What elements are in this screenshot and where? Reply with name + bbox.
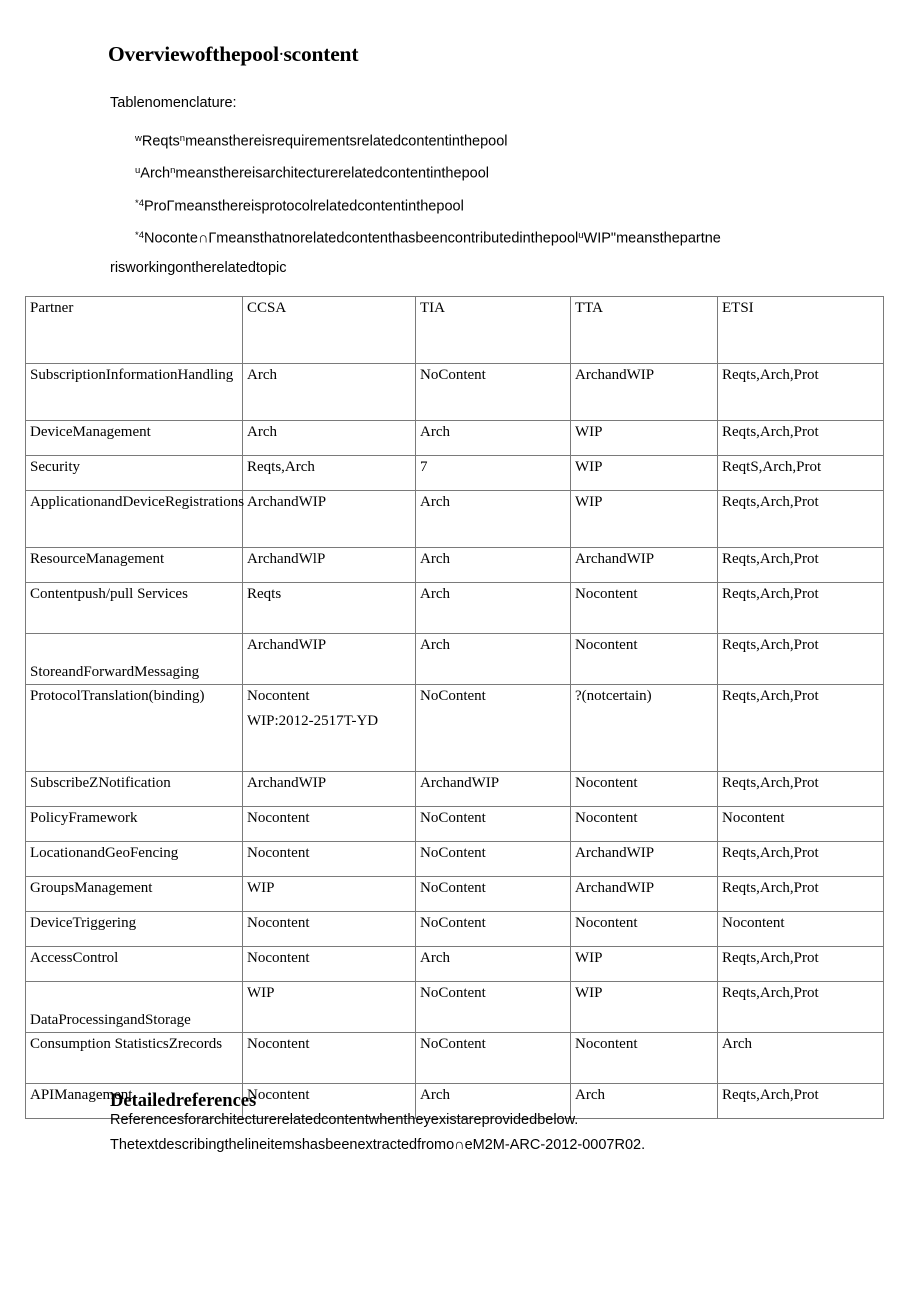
cell-ccsa: Reqts <box>243 583 416 634</box>
cell-etsi: Reqts,Arch,Prot <box>718 634 884 685</box>
cell-partner: StoreandForwardMessaging <box>26 634 243 685</box>
cell-tia: NoContent <box>416 842 571 877</box>
detailed-references-body <box>110 1108 900 1158</box>
table-row <box>26 456 884 491</box>
cell-partner: ApplicationandDeviceRegistrations <box>26 491 243 548</box>
cell-ccsa: Reqts,Arch <box>243 456 416 491</box>
cell-partner: AccessControl <box>26 947 243 982</box>
table-row <box>26 842 884 877</box>
column-header-partner: Partner <box>26 297 243 364</box>
cell-ccsa: ArchandWIP <box>243 491 416 548</box>
table-row <box>26 772 884 807</box>
cell-tia: NoContent <box>416 982 571 1033</box>
cell-partner: PolicyFramework <box>26 807 243 842</box>
cell-ccsa: Nocontent <box>243 947 416 982</box>
cell-etsi: Reqts,Arch,Prot <box>718 364 884 421</box>
cell-etsi: Reqts,Arch,Prot <box>718 685 884 772</box>
cell-partner: Consumption StatisticsZrecords <box>26 1033 243 1084</box>
cell-ccsa: ArchandWIP <box>243 772 416 807</box>
table-row <box>26 877 884 912</box>
cell-ccsa <box>243 685 416 772</box>
nomenclature-item <box>110 189 900 221</box>
cell-tia: NoContent <box>416 912 571 947</box>
cell-ccsa-workitem: WIP:2012-2517T-YD <box>247 713 379 729</box>
nomenclature-term: Arch <box>140 165 171 182</box>
page-title-separator-dot: · <box>278 47 284 63</box>
page-title-text-b: scontent <box>283 42 359 67</box>
cell-ccsa: Nocontent <box>243 912 416 947</box>
cell-etsi: Nocontent <box>718 807 884 842</box>
cell-ccsa: Nocontent <box>243 1084 416 1119</box>
table-row <box>26 1033 884 1084</box>
column-header-tta: TTA <box>571 297 718 364</box>
cell-etsi: Nocontent <box>718 912 884 947</box>
nomenclature-item <box>110 124 900 156</box>
cell-tta: Arch <box>571 1084 718 1119</box>
cell-partner: ResourceManagement <box>26 548 243 583</box>
cell-tta: Nocontent <box>571 583 718 634</box>
nomenclature-prefix-mark: *4 <box>135 229 144 241</box>
nomenclature-item <box>110 221 900 283</box>
cell-ccsa-status: Nocontent <box>247 688 310 704</box>
table-row <box>26 912 884 947</box>
cell-etsi: Arch <box>718 1033 884 1084</box>
cell-partner: Contentpush/pull Services <box>26 583 243 634</box>
cell-tia: Arch <box>416 421 571 456</box>
cell-tia: Arch <box>416 583 571 634</box>
section-heading-detailed-references: Detailedreferences <box>110 1091 257 1112</box>
cell-tia: Arch <box>416 491 571 548</box>
nomenclature-item <box>110 156 900 188</box>
cell-etsi: Reqts,Arch,Prot <box>718 491 884 548</box>
cell-etsi: Reqts,Arch,Prot <box>718 982 884 1033</box>
table-row <box>26 548 884 583</box>
cell-etsi: Reqts,Arch,Prot <box>718 947 884 982</box>
cell-tta: Nocontent <box>571 634 718 685</box>
cell-etsi: Reqts,Arch,Prot <box>718 772 884 807</box>
table-row <box>26 982 884 1033</box>
column-header-tia: TIA <box>416 297 571 364</box>
cell-partner: SubscribeZNotification <box>26 772 243 807</box>
footer-line: Thetextdescribingthelineitemshasbeenextractedfromo∩eM2M-ARC-2012-0007R02. <box>110 1137 646 1153</box>
cell-tia: NoContent <box>416 685 571 772</box>
cell-tta: WIP <box>571 982 718 1033</box>
nomenclature-definition: meansthatnorelatedcontenthasbeencontributedinthepool <box>216 230 579 247</box>
cell-tta: ArchandWIP <box>571 548 718 583</box>
page-title-text-a: Overviewofthepool <box>108 42 279 67</box>
nomenclature-definition: meansthereisprotocolrelatedcontentinthepool <box>174 197 464 214</box>
nomenclature-term: Reqts <box>141 133 180 150</box>
table-row <box>26 807 884 842</box>
cell-etsi: Reqts,Arch,Prot <box>718 877 884 912</box>
cell-ccsa: WIP <box>243 877 416 912</box>
cell-ccsa: WIP <box>243 982 416 1033</box>
cell-etsi: Reqts,Arch,Prot <box>718 842 884 877</box>
cell-etsi: Reqts,Arch,Prot <box>718 548 884 583</box>
table-header-row <box>26 297 884 364</box>
table-row <box>26 947 884 982</box>
cell-tia: NoContent <box>416 877 571 912</box>
nomenclature-definition-wrapped: risworkingontherelatedtopic <box>110 260 287 277</box>
cell-partner: DeviceManagement <box>26 421 243 456</box>
nomenclature-list <box>110 124 900 283</box>
cell-tta: Nocontent <box>571 912 718 947</box>
cell-ccsa: Nocontent <box>243 1033 416 1084</box>
cell-tta: WIP <box>571 421 718 456</box>
cell-tta: Nocontent <box>571 1033 718 1084</box>
nomenclature-inline-mark: u <box>578 229 584 241</box>
cell-partner: LocationandGeoFencing <box>26 842 243 877</box>
nomenclature-term: Noconte∩Г <box>143 230 217 247</box>
footer-line: Referencesforarchitecturerelatedcontentwhentheyexistareprovidedbelow. <box>110 1112 579 1128</box>
column-header-ccsa: CCSA <box>243 297 416 364</box>
table-row <box>26 364 884 421</box>
nomenclature-definition-tail: WIP"meansthepartne <box>583 230 721 247</box>
cell-tia: ArchandWIP <box>416 772 571 807</box>
nomenclature-term: ProГ <box>143 197 175 214</box>
cell-partner: SubscriptionInformationHandling <box>26 364 243 421</box>
nomenclature-suffix-mark: n <box>170 165 176 177</box>
cell-partner: ProtocolTranslation(binding) <box>26 685 243 772</box>
cell-tia: NoContent <box>416 807 571 842</box>
table-row <box>26 685 884 772</box>
cell-partner: GroupsManagement <box>26 877 243 912</box>
cell-etsi: Reqts,Arch,Prot <box>718 421 884 456</box>
cell-tia: Arch <box>416 1084 571 1119</box>
cell-ccsa: Arch <box>243 421 416 456</box>
cell-ccsa: Arch <box>243 364 416 421</box>
cell-tia: NoContent <box>416 1033 571 1084</box>
cell-tta: ArchandWIP <box>571 842 718 877</box>
cell-tta: ArchandWIP <box>571 877 718 912</box>
pool-content-table <box>25 296 884 1119</box>
cell-tia: Arch <box>416 634 571 685</box>
cell-tta: WIP <box>571 947 718 982</box>
cell-tia: NoContent <box>416 364 571 421</box>
cell-tta: WIP <box>571 456 718 491</box>
cell-tta: Nocontent <box>571 772 718 807</box>
nomenclature-prefix-mark: *4 <box>135 197 144 209</box>
nomenclature-definition: meansthereisarchitecturerelatedcontentinthepool <box>175 165 489 182</box>
nomenclature-definition: meansthereisrequirementsrelatedcontentinthepool <box>185 133 508 150</box>
nomenclature-prefix-mark: u <box>135 165 141 177</box>
nomenclature-suffix-mark: n <box>179 133 186 144</box>
cell-ccsa: Nocontent <box>243 842 416 877</box>
cell-ccsa: Nocontent <box>243 807 416 842</box>
cell-partner: Security <box>26 456 243 491</box>
cell-etsi: ReqtS,Arch,Prot <box>718 456 884 491</box>
nomenclature-prefix-mark: w <box>135 133 142 144</box>
nomenclature-label: Tablenomenclature: <box>110 95 237 111</box>
cell-tta: WIP <box>571 491 718 548</box>
table-row <box>26 583 884 634</box>
table-row <box>26 421 884 456</box>
cell-partner: DeviceTriggering <box>26 912 243 947</box>
cell-tta: ArchandWIP <box>571 364 718 421</box>
cell-partner: DataProcessingandStorage <box>26 982 243 1033</box>
cell-tia: Arch <box>416 548 571 583</box>
cell-etsi: Reqts,Arch,Prot <box>718 1084 884 1119</box>
cell-ccsa: ArchandWIP <box>243 634 416 685</box>
cell-partner: APIManagement <box>26 1084 243 1119</box>
cell-tta: ?(notcertain) <box>571 685 718 772</box>
cell-tia: 7 <box>416 456 571 491</box>
cell-ccsa: ArchandWlP <box>243 548 416 583</box>
page-title <box>108 42 358 67</box>
cell-etsi: Reqts,Arch,Prot <box>718 583 884 634</box>
column-header-etsi: ETSI <box>718 297 884 364</box>
table-row <box>26 634 884 685</box>
cell-tia: Arch <box>416 947 571 982</box>
table-row <box>26 491 884 548</box>
cell-tta: Nocontent <box>571 807 718 842</box>
